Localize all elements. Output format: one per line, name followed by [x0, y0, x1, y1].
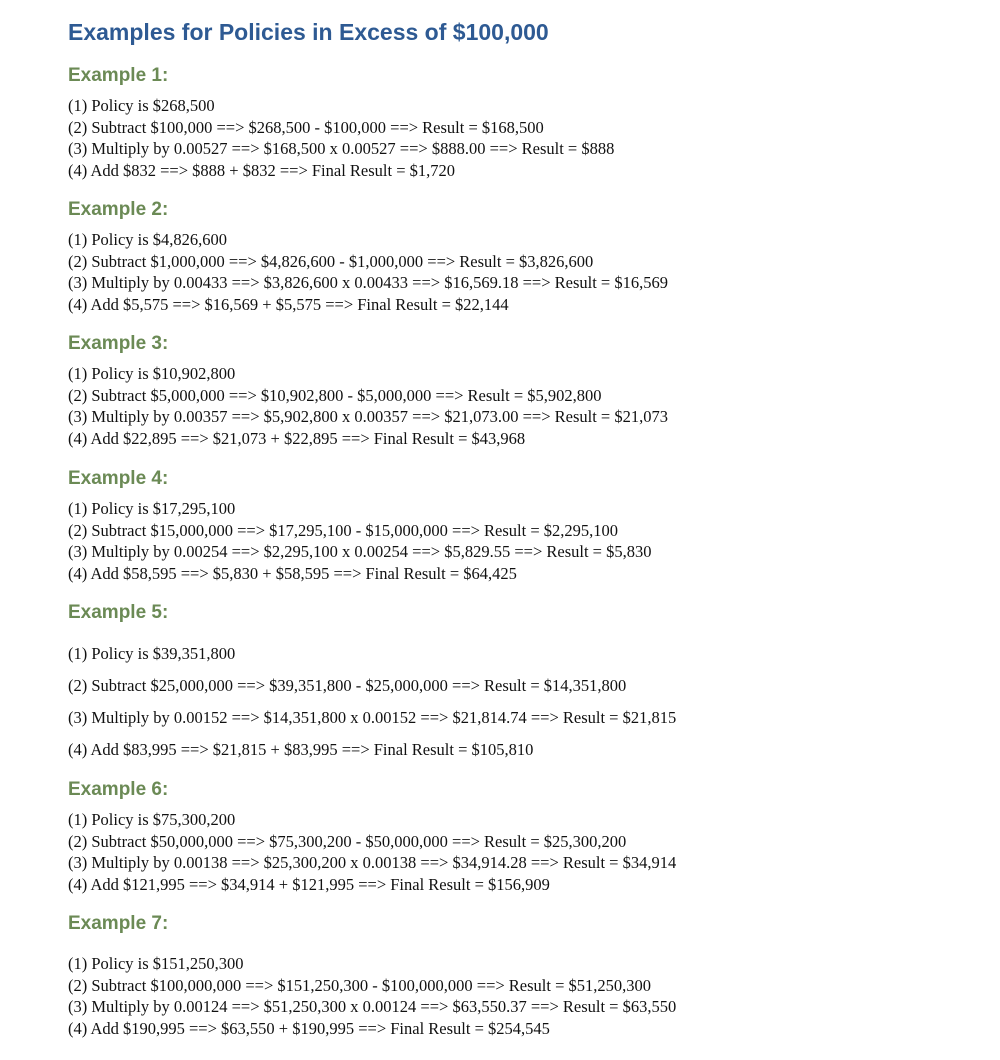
example-steps	[68, 809, 968, 896]
step-line: (1) Policy is $39,351,800	[68, 644, 236, 663]
example-1	[68, 63, 968, 182]
example-steps	[68, 363, 968, 450]
example-steps	[68, 638, 968, 766]
example-heading: Example 7:	[68, 913, 169, 934]
example-heading: Example 4:	[68, 468, 169, 489]
example-6	[68, 777, 968, 896]
step-line: (3) Multiply by 0.00152 ==> $14,351,800 x 0.00152 ==> $21,814.74 ==> Result = $21,815	[68, 708, 677, 727]
step-line: (4) Add $5,575 ==> $16,569 + $5,575 ==> Final Result = $22,144	[68, 295, 509, 315]
example-heading: Example 6:	[68, 779, 169, 800]
step-line: (2) Subtract $50,000,000 ==> $75,300,200 - $50,000,000 ==> Result = $25,300,200	[68, 831, 627, 851]
step-line: (1) Policy is $151,250,300	[68, 954, 244, 973]
example-4	[68, 466, 968, 585]
example-steps	[68, 953, 968, 1040]
step-line: (2) Subtract $100,000,000 ==> $151,250,300 - $100,000,000 ==> Result = $51,250,300	[68, 975, 652, 995]
example-5	[68, 600, 968, 766]
step-line: (3) Multiply by 0.00138 ==> $25,300,200 x 0.00138 ==> $34,914.28 ==> Result = $34,914	[68, 853, 677, 873]
page-title: Examples for Policies in Excess of $100,000	[68, 19, 549, 45]
step-line: (4) Add $83,995 ==> $21,815 + $83,995 ==> Final Result = $105,810	[68, 740, 534, 759]
example-steps	[68, 95, 968, 182]
example-heading: Example 1:	[68, 65, 169, 86]
step-line: (1) Policy is $17,295,100	[68, 499, 236, 518]
example-2	[68, 197, 968, 316]
step-line: (1) Policy is $4,826,600	[68, 230, 228, 249]
step-line: (2) Subtract $100,000 ==> $268,500 - $100,000 ==> Result = $168,500	[68, 117, 544, 137]
step-line: (4) Add $121,995 ==> $34,914 + $121,995 ==> Final Result = $156,909	[68, 875, 550, 895]
step-line: (2) Subtract $25,000,000 ==> $39,351,800 - $25,000,000 ==> Result = $14,351,800	[68, 676, 627, 695]
step-line: (2) Subtract $5,000,000 ==> $10,902,800 - $5,000,000 ==> Result = $5,902,800	[68, 385, 602, 405]
example-heading: Example 2:	[68, 199, 169, 220]
step-line: (4) Add $22,895 ==> $21,073 + $22,895 ==> Final Result = $43,968	[68, 429, 526, 449]
example-heading: Example 5:	[68, 602, 169, 623]
step-line: (3) Multiply by 0.00433 ==> $3,826,600 x 0.00433 ==> $16,569.18 ==> Result = $16,569	[68, 273, 668, 293]
step-line: (4) Add $832 ==> $888 + $832 ==> Final Result = $1,720	[68, 161, 456, 181]
step-line: (1) Policy is $268,500	[68, 96, 215, 115]
step-line: (1) Policy is $10,902,800	[68, 364, 236, 383]
example-7	[68, 911, 968, 1040]
step-line: (3) Multiply by 0.00254 ==> $2,295,100 x 0.00254 ==> $5,829.55 ==> Result = $5,830	[68, 542, 652, 562]
step-line: (2) Subtract $15,000,000 ==> $17,295,100 - $15,000,000 ==> Result = $2,295,100	[68, 520, 619, 540]
step-line: (1) Policy is $75,300,200	[68, 810, 236, 829]
example-steps	[68, 229, 968, 316]
step-line: (3) Multiply by 0.00357 ==> $5,902,800 x 0.00357 ==> $21,073.00 ==> Result = $21,073	[68, 407, 668, 427]
step-line: (3) Multiply by 0.00124 ==> $51,250,300 x 0.00124 ==> $63,550.37 ==> Result = $63,550	[68, 997, 677, 1017]
step-line: (3) Multiply by 0.00527 ==> $168,500 x 0.00527 ==> $888.00 ==> Result = $888	[68, 139, 615, 159]
example-heading: Example 3:	[68, 333, 169, 354]
step-line: (2) Subtract $1,000,000 ==> $4,826,600 - $1,000,000 ==> Result = $3,826,600	[68, 251, 594, 271]
example-3	[68, 331, 968, 450]
example-steps	[68, 498, 968, 585]
step-line: (4) Add $58,595 ==> $5,830 + $58,595 ==> Final Result = $64,425	[68, 564, 517, 584]
step-line: (4) Add $190,995 ==> $63,550 + $190,995 ==> Final Result = $254,545	[68, 1019, 550, 1039]
